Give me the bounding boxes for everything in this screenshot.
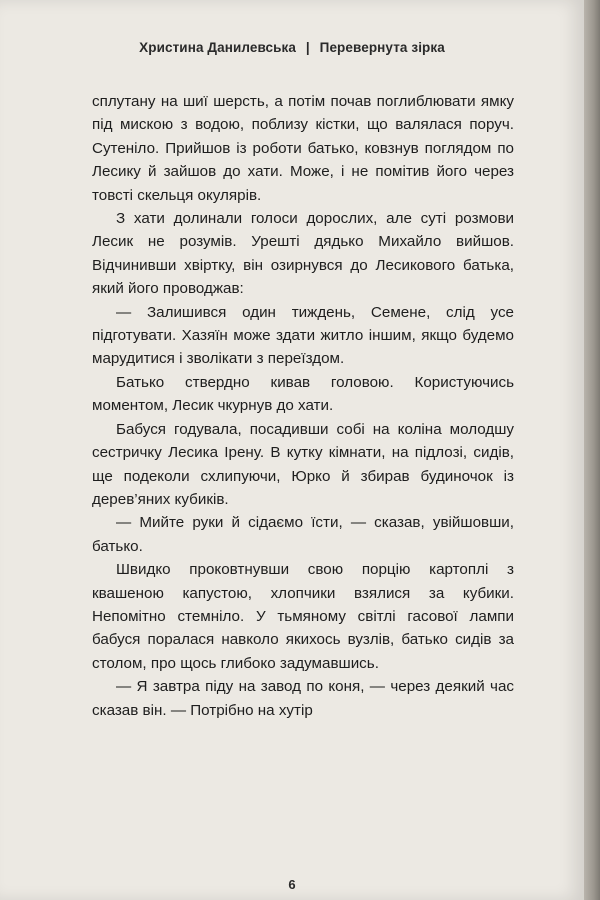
page-number: 6 — [288, 877, 296, 892]
paragraph: Швидко проковтнувши свою порцію картоплі з квашеною капустою, хлопчики взялися за кубики. Непомітно стемніло. У тьмяному світлі гасової лампи бабуся поралася навколо якихось вузлів, батько сидів за столом, про щось глибоко задумавшись. — [92, 561, 514, 672]
page-edge-shadow — [584, 0, 600, 900]
paragraph: Бабуся годувала, посадивши собі на коліна молодшу сестричку Лесика Ірену. В кутку кімнати, на підлозі, сидів, ще подеколи схлипуючи, Юрко й збирав будиночок із дерев’яних кубиків. — [92, 420, 514, 508]
running-header — [0, 40, 584, 55]
header-author: Христина Данилевська — [139, 40, 297, 55]
paragraph: — Я завтра піду на завод по коня, — через деякий час сказав він. — Потрібно на хутір — [92, 678, 514, 719]
paragraph: — Мийте руки й сідаємо їсти, — сказав, увійшовши, батько. — [92, 514, 514, 555]
paragraph: — Залишився один тиждень, Семене, слід усе підготувати. Хазяїн може здати житло іншим, якщо будемо марудитися і зволікати з переїздом. — [92, 303, 514, 368]
page-body-text — [92, 90, 514, 722]
paragraph: сплутану на шиї шерсть, а потім почав поглиблювати ямку під мискою з водою, поблизу кістки, що валялася поруч. Сутеніло. Прийшов із роботи батько, ковзнув поглядом по Лесику й зайшов до хати. Може, і не помітив його через товсті скельця окулярів. — [92, 93, 514, 204]
header-separator: | — [305, 40, 310, 55]
header-book-title: Перевернута зірка — [319, 40, 445, 55]
paragraph: З хати долинали голоси дорослих, але суті розмови Лесик не розумів. Урешті дядько Михайло вийшов. Відчинивши хвіртку, він озирнувся до Лесикового батька, який його проводжав: — [92, 210, 514, 298]
paragraph: Батько ствердно кивав головою. Користуючись моментом, Лесик чкурнув до хати. — [92, 373, 514, 415]
